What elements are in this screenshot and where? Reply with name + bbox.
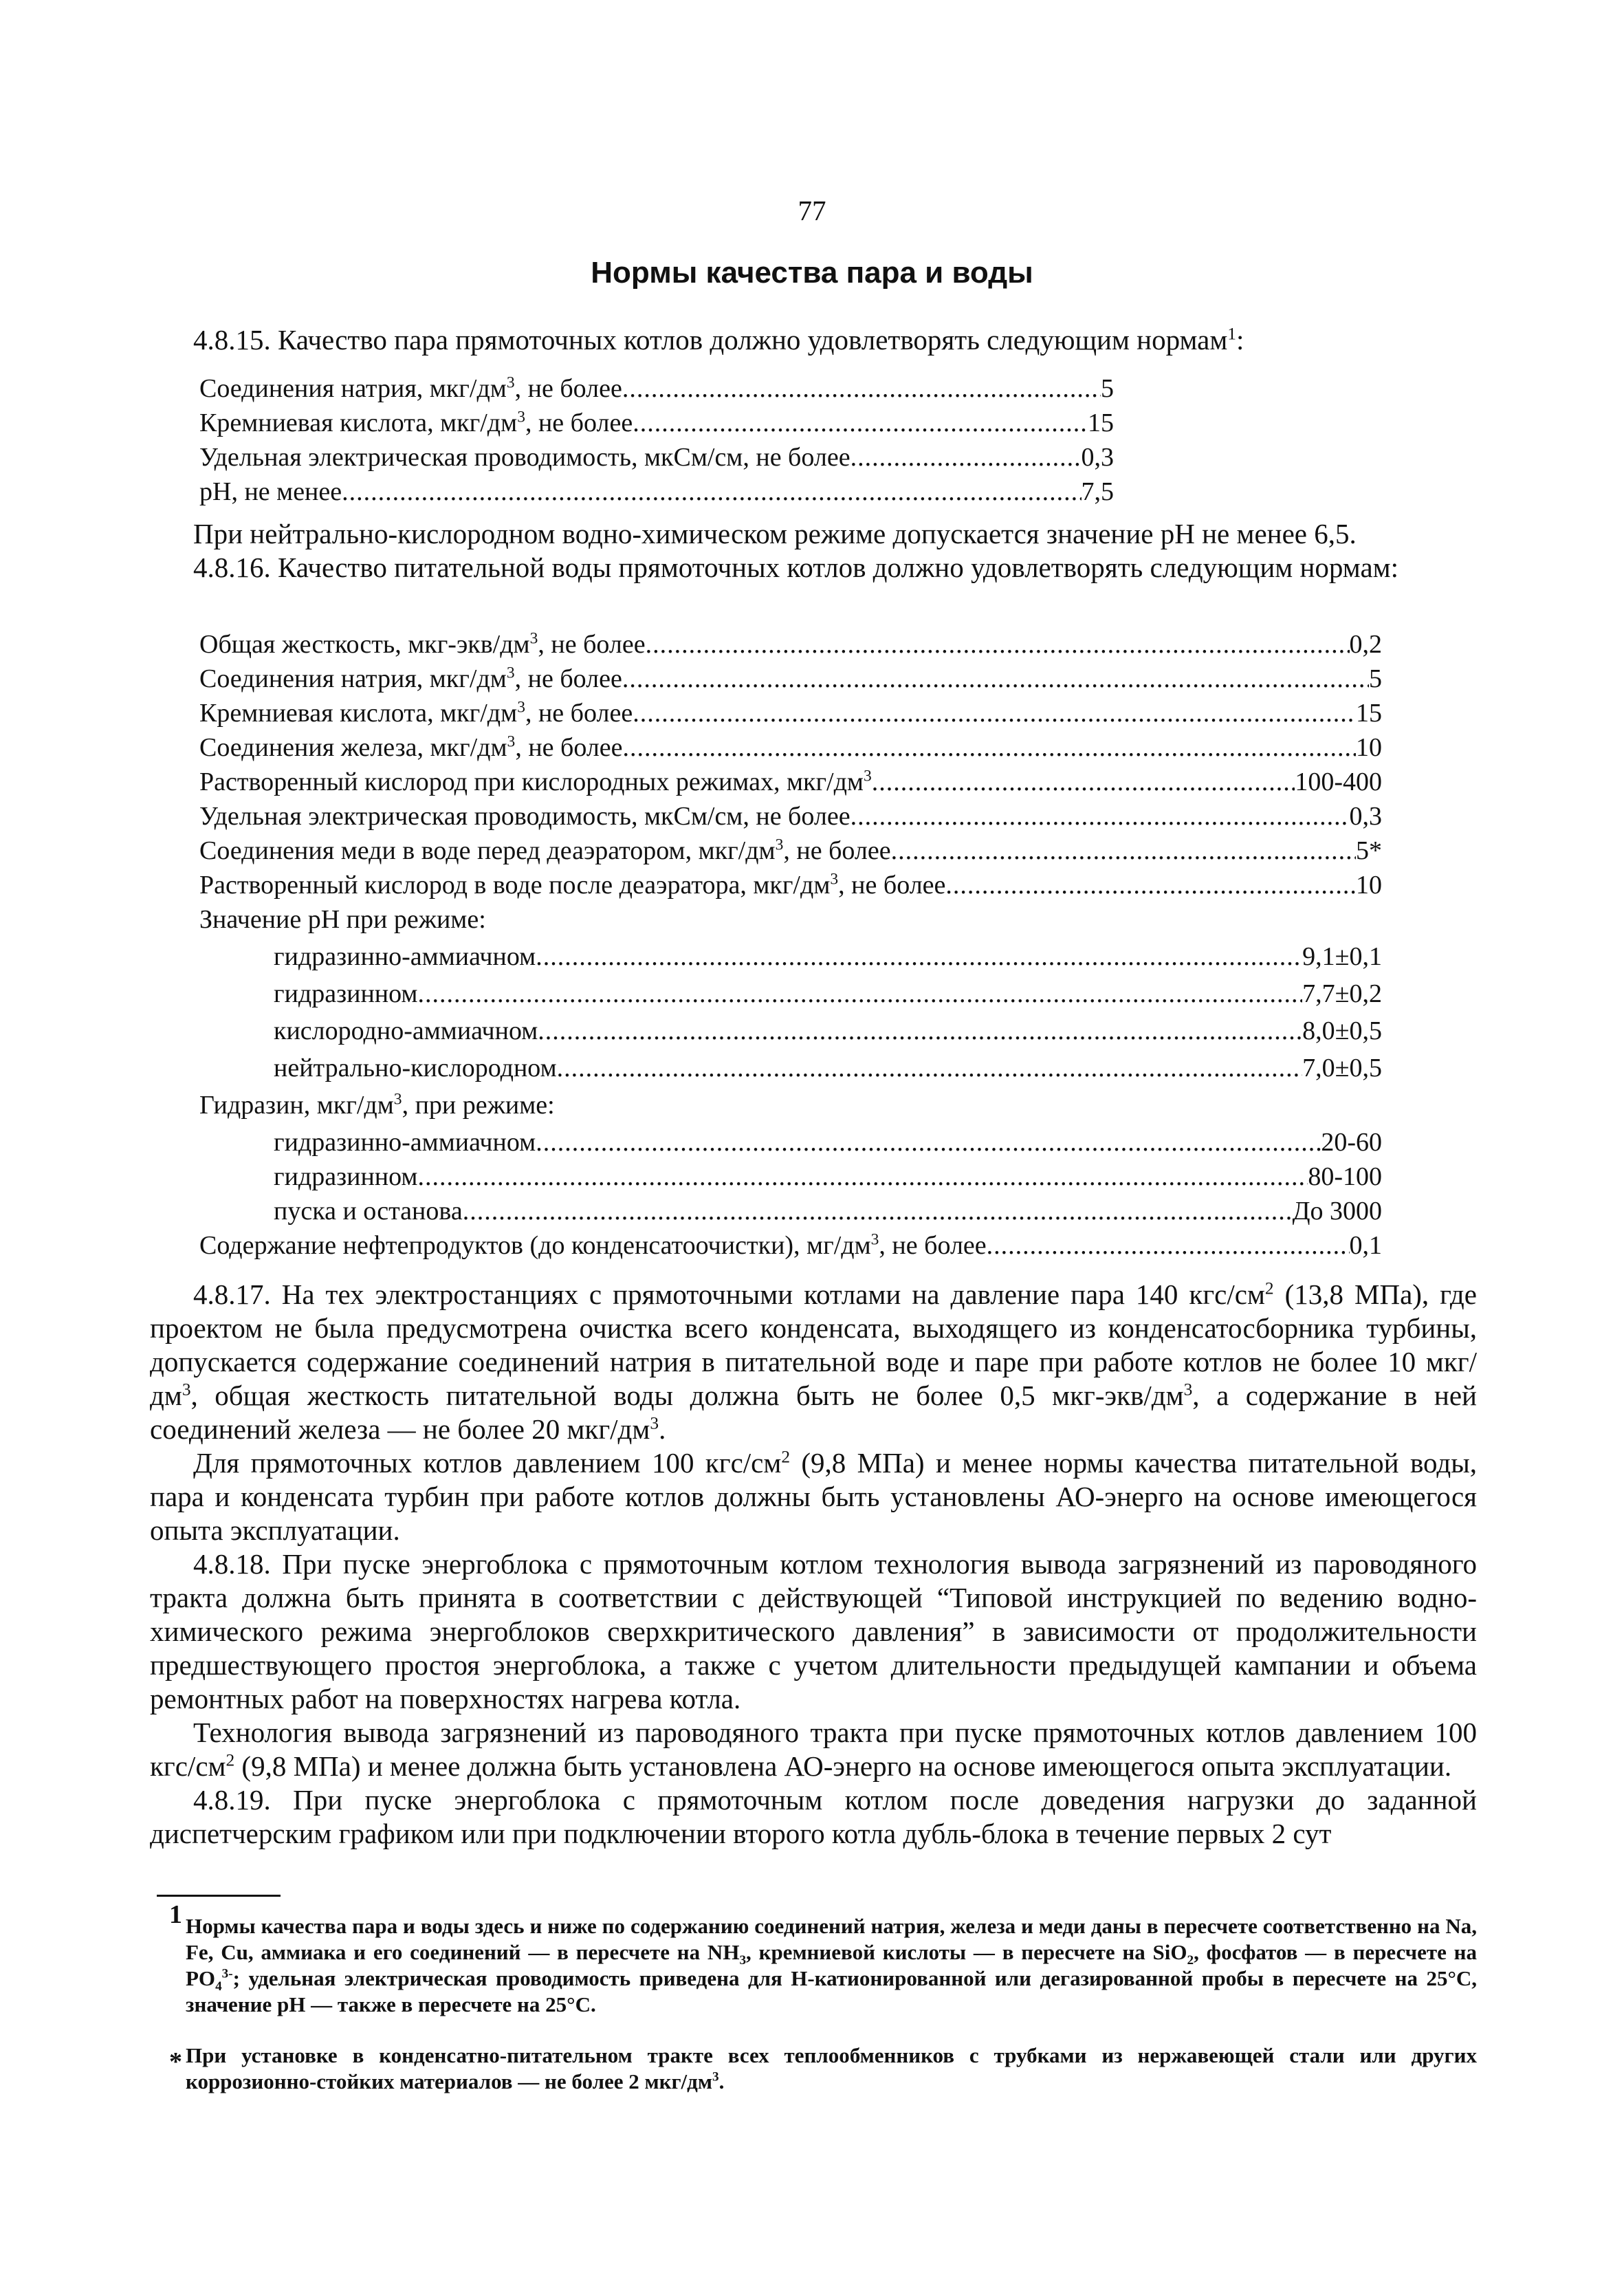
footnote-mark-asterisk: * xyxy=(169,2047,182,2076)
hydrazine-mode-label: Гидразин, мкг/$дм^3$, при режиме: xyxy=(199,1090,555,1120)
footnote-1: Нормы качества пара и воды здесь и ниже по содержанию соединений натрия, железа и меди даны в пересчете соответственно на Na, Fe, Cu, аммиака и его соединений — в пересчете на $NH_3$, кремниевой кислоты — в пересчете на SiO$_2$, фосфатов — в пересчете на $PO_4^{3-}$; удельная электрическая проводимость приведена для Н-катионированной или дегазированной пробы в пересчете на 25°С, значение pH — также в пересчете на 25°С. xyxy=(186,1914,1478,2016)
norm-value: 7,5 xyxy=(1081,477,1114,506)
norm-value: 7,7±0,2 xyxy=(1302,979,1382,1008)
norm-value: 5 xyxy=(1369,664,1382,693)
norm-value: 0,3 xyxy=(1349,802,1382,831)
footnote-mark-1: 1 xyxy=(169,1900,182,1929)
hydrazine-row-hydrazine: гидразинном ..... 80-100 xyxy=(274,1160,1382,1194)
norm-value: 7,0±0,5 xyxy=(1302,1054,1382,1082)
s4815-row-ph: pH, не менее ..... 7,5 xyxy=(199,475,1114,509)
s4816-row-silicic-acid: Кремниевая кислота, мкг/$дм^3$, не более ..... 15 xyxy=(199,696,1382,730)
section-4-8-17 xyxy=(150,1278,1477,1851)
norm-value: 10 xyxy=(1356,733,1382,762)
page-number: 77 xyxy=(798,195,826,226)
norm-value: 15 xyxy=(1356,699,1382,728)
norm-value: 15 xyxy=(1088,409,1114,437)
s4815-note: При нейтрально-кислородном водно-химическом режиме допускается значение pH не менее 6,5. xyxy=(193,518,1357,549)
ph-mode-label: Значение pH при режиме: xyxy=(199,905,486,934)
footnote-ref-1: 1 xyxy=(1227,324,1236,344)
s4816-row-sodium: Соединения натрия, мкг/$дм^3$, не более ..... 5 xyxy=(199,662,1382,696)
norm-value: 5 xyxy=(1101,374,1114,403)
s4815-intro: 4.8.15. Качество пара прямоточных котлов должно удовлетворять следующим нормам$^1$: xyxy=(193,324,1244,356)
s4815-row-silicic-acid: Кремниевая кислота, мкг/$дм^3$, не более ..... 15 xyxy=(199,406,1114,440)
section-heading: Нормы качества пара и воды xyxy=(591,256,1033,290)
s4819-paragraph-1: 4.8.19. При пуске энергоблока с прямоточным котлом после доведения нагрузки до заданной диспетчерским графиком или при подключении второго котла дубль-блока в течение первых 2 сут xyxy=(150,1784,1477,1849)
norm-value: 9,1±0,1 xyxy=(1302,942,1382,971)
s4816-row-iron: Соединения железа, мкг/$дм^3$, не более ..... 10 xyxy=(199,730,1382,765)
norm-value: 5* xyxy=(1356,836,1382,865)
norm-value: 20-60 xyxy=(1321,1128,1382,1157)
s4816-row-hardness: Общая жесткость, мкг-$экв/дм^3$, не более ..... 0,2 xyxy=(199,627,1382,662)
s4816-row-copper: Соединения меди в воде перед деаэратором, мкг/$дм^3$, не более ..... 5* xyxy=(199,834,1382,868)
ph-row-neutral-oxygen: нейтрально-кислородном ..... 7,0±0,5 xyxy=(274,1051,1382,1085)
norm-value: 0,1 xyxy=(1349,1231,1382,1260)
norm-value: 8,0±0,5 xyxy=(1302,1016,1382,1045)
norm-value: До 3000 xyxy=(1292,1197,1382,1226)
s4815-row-conductivity: Удельная электрическая проводимость, мкСм/см, не более ..... 0,3 xyxy=(199,440,1114,475)
hydrazine-row-hydrazine-ammonia: гидразинно-аммиачном ..... 20-60 xyxy=(274,1125,1382,1160)
ph-row-hydrazine: гидразинном ..... 7,7±0,2 xyxy=(274,977,1382,1011)
s4817-paragraph-2: Для прямоточных котлов давлением 100 кгс/$см^2$ (9,8 МПа) и менее нормы качества питательной воды, пара и конденсата турбин при работе котлов должны быть установлены АО-энерго на основе имеющегося опыта эксплуатации. xyxy=(150,1447,1477,1546)
s4818-paragraph-1: 4.8.18. При пуске энергоблока с прямоточным котлом технология вывода загрязнений из пароводяного тракта должна быть принята в соответствии с действующей “Типовой инструкцией по ведению водно-химического режима энергоблоков сверхкритического давления” в зависимости от продолжительности предшествующего простоя энергоблока, а также с учетом длительности предыдущей кампании и объема ремонтных работ на поверхностях нагрева котла. xyxy=(150,1548,1477,1715)
norm-value: 0,3 xyxy=(1081,443,1114,472)
s4816-row-dissolved-oxygen-after-deaerator: Растворенный кислород в воде после деаэратора, мкг/$дм^3$, не более ..... 10 xyxy=(199,868,1382,902)
s4815-row-sodium: Соединения натрия, мкг/$дм^3$, не более ..... 5 xyxy=(199,371,1114,406)
norm-value: 100-400 xyxy=(1295,768,1382,796)
footnote-2: При установке в конденсатно-питательном тракте всех теплообменников с трубками из нержавеющей стали или других коррозионно-стойких материалов — не более 2 мкг/$дм^3$. xyxy=(186,2043,1477,2093)
ph-row-oxygen-ammonia: кислородно-аммиачном ..... 8,0±0,5 xyxy=(274,1014,1382,1048)
s4816-row-oil-products: Содержание нефтепродуктов (до конденсатоочистки), $мг/дм^3$, не более ..... 0,1 xyxy=(199,1228,1382,1263)
norm-value: 80-100 xyxy=(1308,1162,1382,1191)
s4816-row-dissolved-oxygen-oxygen-modes: Растворенный кислород при кислородных режимах, мкг/$дм^3$ ..... 100-400 xyxy=(199,765,1382,799)
s4816-row-conductivity: Удельная электрическая проводимость, мкСм/см, не более ..... 0,3 xyxy=(199,799,1382,834)
footnote-separator xyxy=(157,1895,281,1897)
s4816-intro: 4.8.16. Качество питательной воды прямоточных котлов должно удовлетворять следующим нормам: xyxy=(193,552,1398,583)
norm-value: 0,2 xyxy=(1349,630,1382,659)
norm-value: 10 xyxy=(1356,871,1382,900)
s4817-paragraph-1: 4.8.17. На тех электростанциях с прямоточными котлами на давление пара 140 кгс/$см^2$ (13,8 МПа), где проектом не была предусмотрена очистка всего конденсата, выходящего из конденсатосборника турбины, допускается содержание соединений натрия в питательной воде и паре при работе котлов не более 10 мкг/$дм^3$, общая жесткость питательной воды должна быть не более 0,5 мкг-$экв/дм^3$, а содержание в ней соединений железа — не более 20 мкг/$дм^3$. xyxy=(150,1278,1478,1445)
hydrazine-row-startup-shutdown: пуска и останова ..... До 3000 xyxy=(274,1194,1382,1228)
s4818-paragraph-2: Технология вывода загрязнений из пароводяного тракта при пуске прямоточных котлов давлением 100 кгс/$см^2$ (9,8 МПа) и менее должна быть установлена АО-энерго на основе имеющегося опыта эксплуатации. xyxy=(150,1717,1477,1782)
ph-row-hydrazine-ammonia: гидразинно-аммиачном ..... 9,1±0,1 xyxy=(274,939,1382,974)
